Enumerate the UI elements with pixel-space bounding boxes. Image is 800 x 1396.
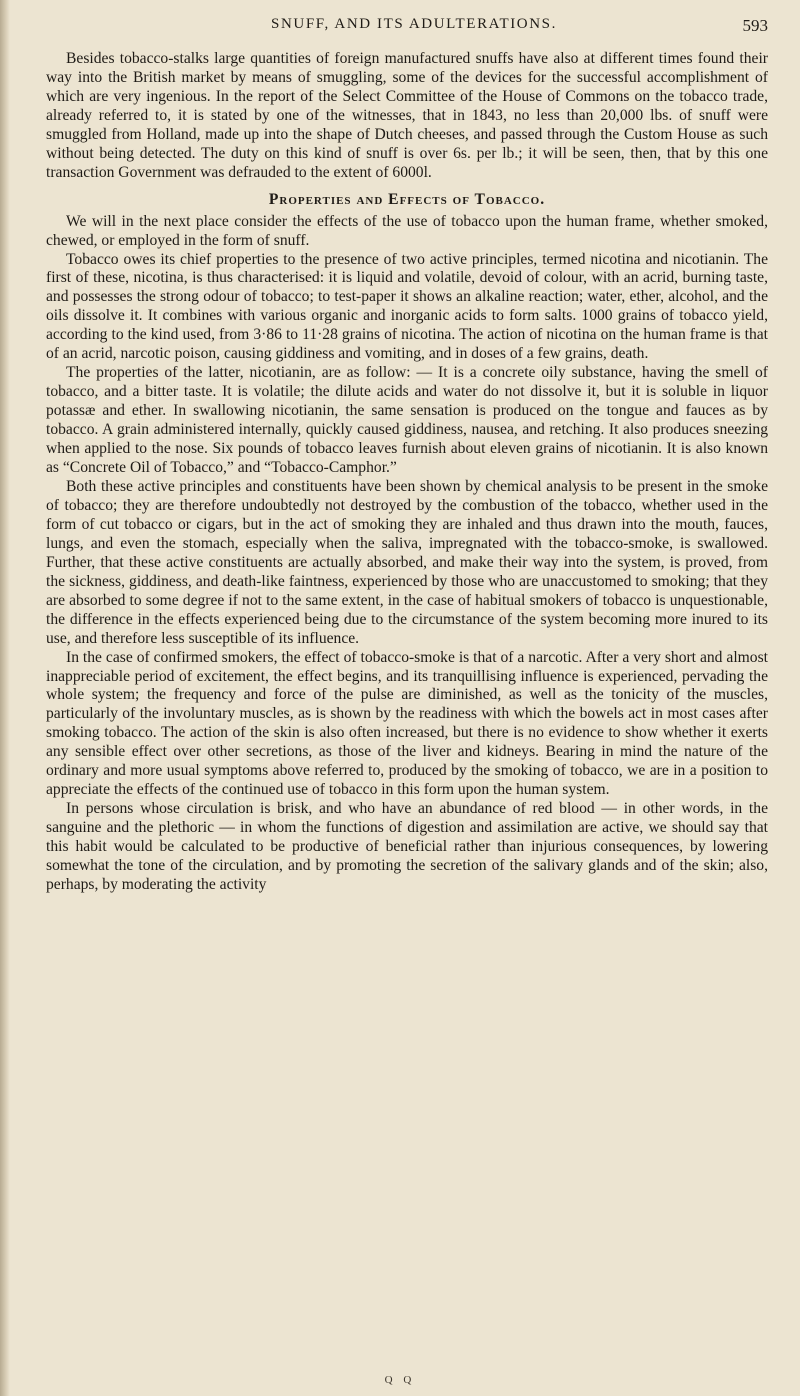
running-head bbox=[60, 16, 768, 42]
page-number: 593 bbox=[742, 16, 768, 35]
paragraph: In the case of confirmed smokers, the effect of tobacco-smoke is that of a narcotic. After a very short and almost inappreciable period of excitement, the effect begins, and its tranquillising influence is experienced, pervading the whole system; the frequency and force of the pulse are diminished, as well as the tonicity of the muscles, particularly of the involuntary muscles, as is shown by the readiness with which the bowels act in most cases after smoking tobacco. The action of the skin is also often increased, but there is no evidence to show whether it exerts any sensible effect over other secretions, as those of the liver and kidneys. Bearing in mind the nature of the ordinary and more usual symptoms above referred to, produced by the smoking of tobacco, we are in a position to appreciate the effects of the continued use of tobacco in this form upon the human system. bbox=[46, 648, 768, 799]
paragraph: Tobacco owes its chief properties to the presence of two active principles, termed nicotina and nicotianin. The first of these, nicotina, is thus characterised: it is liquid and volatile, devoid of colour, with an acrid, burning taste, and possesses the strong odour of tobacco; to test-paper it shows an alkaline reaction; water, ether, alcohol, and the oils dissolve it. It combines with various organic and inorganic acids to form salts. 1000 grains of tobacco yield, according to the kind used, from 3·86 to 11·28 grains of nicotina. The action of nicotina on the human frame is that of an acrid, narcotic poison, causing giddiness and vomiting, and in doses of a few grains, death. bbox=[46, 250, 768, 363]
signature-mark: Q Q bbox=[384, 1374, 416, 1386]
paragraph: Both these active principles and constituents have been shown by chemical analysis to be present in the smoke of tobacco; they are therefore undoubtedly not destroyed by the combustion of the tobacco, whether used in the form of cut tobacco or cigars, but in the act of smoking they are inhaled and thus drawn into the mouth, fauces, lungs, and even the stomach, especially when the saliva, impregnated with the tobacco-smoke, is swallowed. Further, that these active constituents are actually absorbed, and make their way into the system, is proved, from the sickness, giddiness, and death-like faintness, experienced by those who are unaccustomed to smoking; that they are absorbed to some degree if not to the same extent, in the case of habitual smokers of tobacco is unquestionable, the difference in the effects experienced being due to the circumstance of the system becoming more inured to its use, and therefore less susceptible of its influence. bbox=[46, 477, 768, 647]
page-body bbox=[46, 50, 768, 895]
paragraph: In persons whose circulation is brisk, and who have an abundance of red blood — in other words, in the sanguine and the plethoric — in whom the functions of digestion and assimilation are active, we should say that this habit would be calculated to be productive of beneficial rather than injurious consequences, by lowering somewhat the tone of the circulation, and by promoting the secretion of the salivary glands and of the skin; also, perhaps, by moderating the activity bbox=[46, 800, 768, 893]
page-binding-edge bbox=[0, 0, 10, 1396]
paragraph: The properties of the latter, nicotianin, are as follow: — It is a concrete oily substance, having the smell of tobacco, and a bitter taste. It is volatile; the dilute acids and water do not dissolve it, but it is soluble in liquor potassæ and ether. In swallowing nicotianin, the same sensation is produced on the tongue and fauces as by tobacco. A grain administered internally, quickly caused giddiness, nausea, and retching. It also produces sneezing when applied to the nose. Six pounds of tobacco leaves furnish about eleven grains of nicotianin. It is also known as “Concrete Oil of Tobacco,” and “Tobacco-Camphor.” bbox=[46, 364, 768, 477]
paragraph: We will in the next place consider the effects of the use of tobacco upon the human frame, whether smoked, chewed, or employed in the form of snuff. bbox=[46, 212, 768, 249]
running-title: SNUFF, AND ITS ADULTERATIONS. bbox=[271, 16, 557, 32]
paragraph: Besides tobacco-stalks large quantities of foreign manufactured snuffs have also at different times found their way into the British market by means of smuggling, some of the devices for the successful accomplishment of which are very ingenious. In the report of the Select Committee of the House of Commons on the tobacco trade, already referred to, it is stated by one of the witnesses, that in 1843, no less than 20,000 lbs. of snuff were smuggled from Holland, made up into the shape of Dutch cheeses, and passed through the Custom House as such without being detected. The duty on this kind of snuff is over 6s. per lb.; it will be seen, then, that by this one transaction Government was defrauded to the extent of 6000l. bbox=[46, 50, 768, 181]
section-heading: Properties and Effects of Tobacco. bbox=[268, 190, 546, 208]
